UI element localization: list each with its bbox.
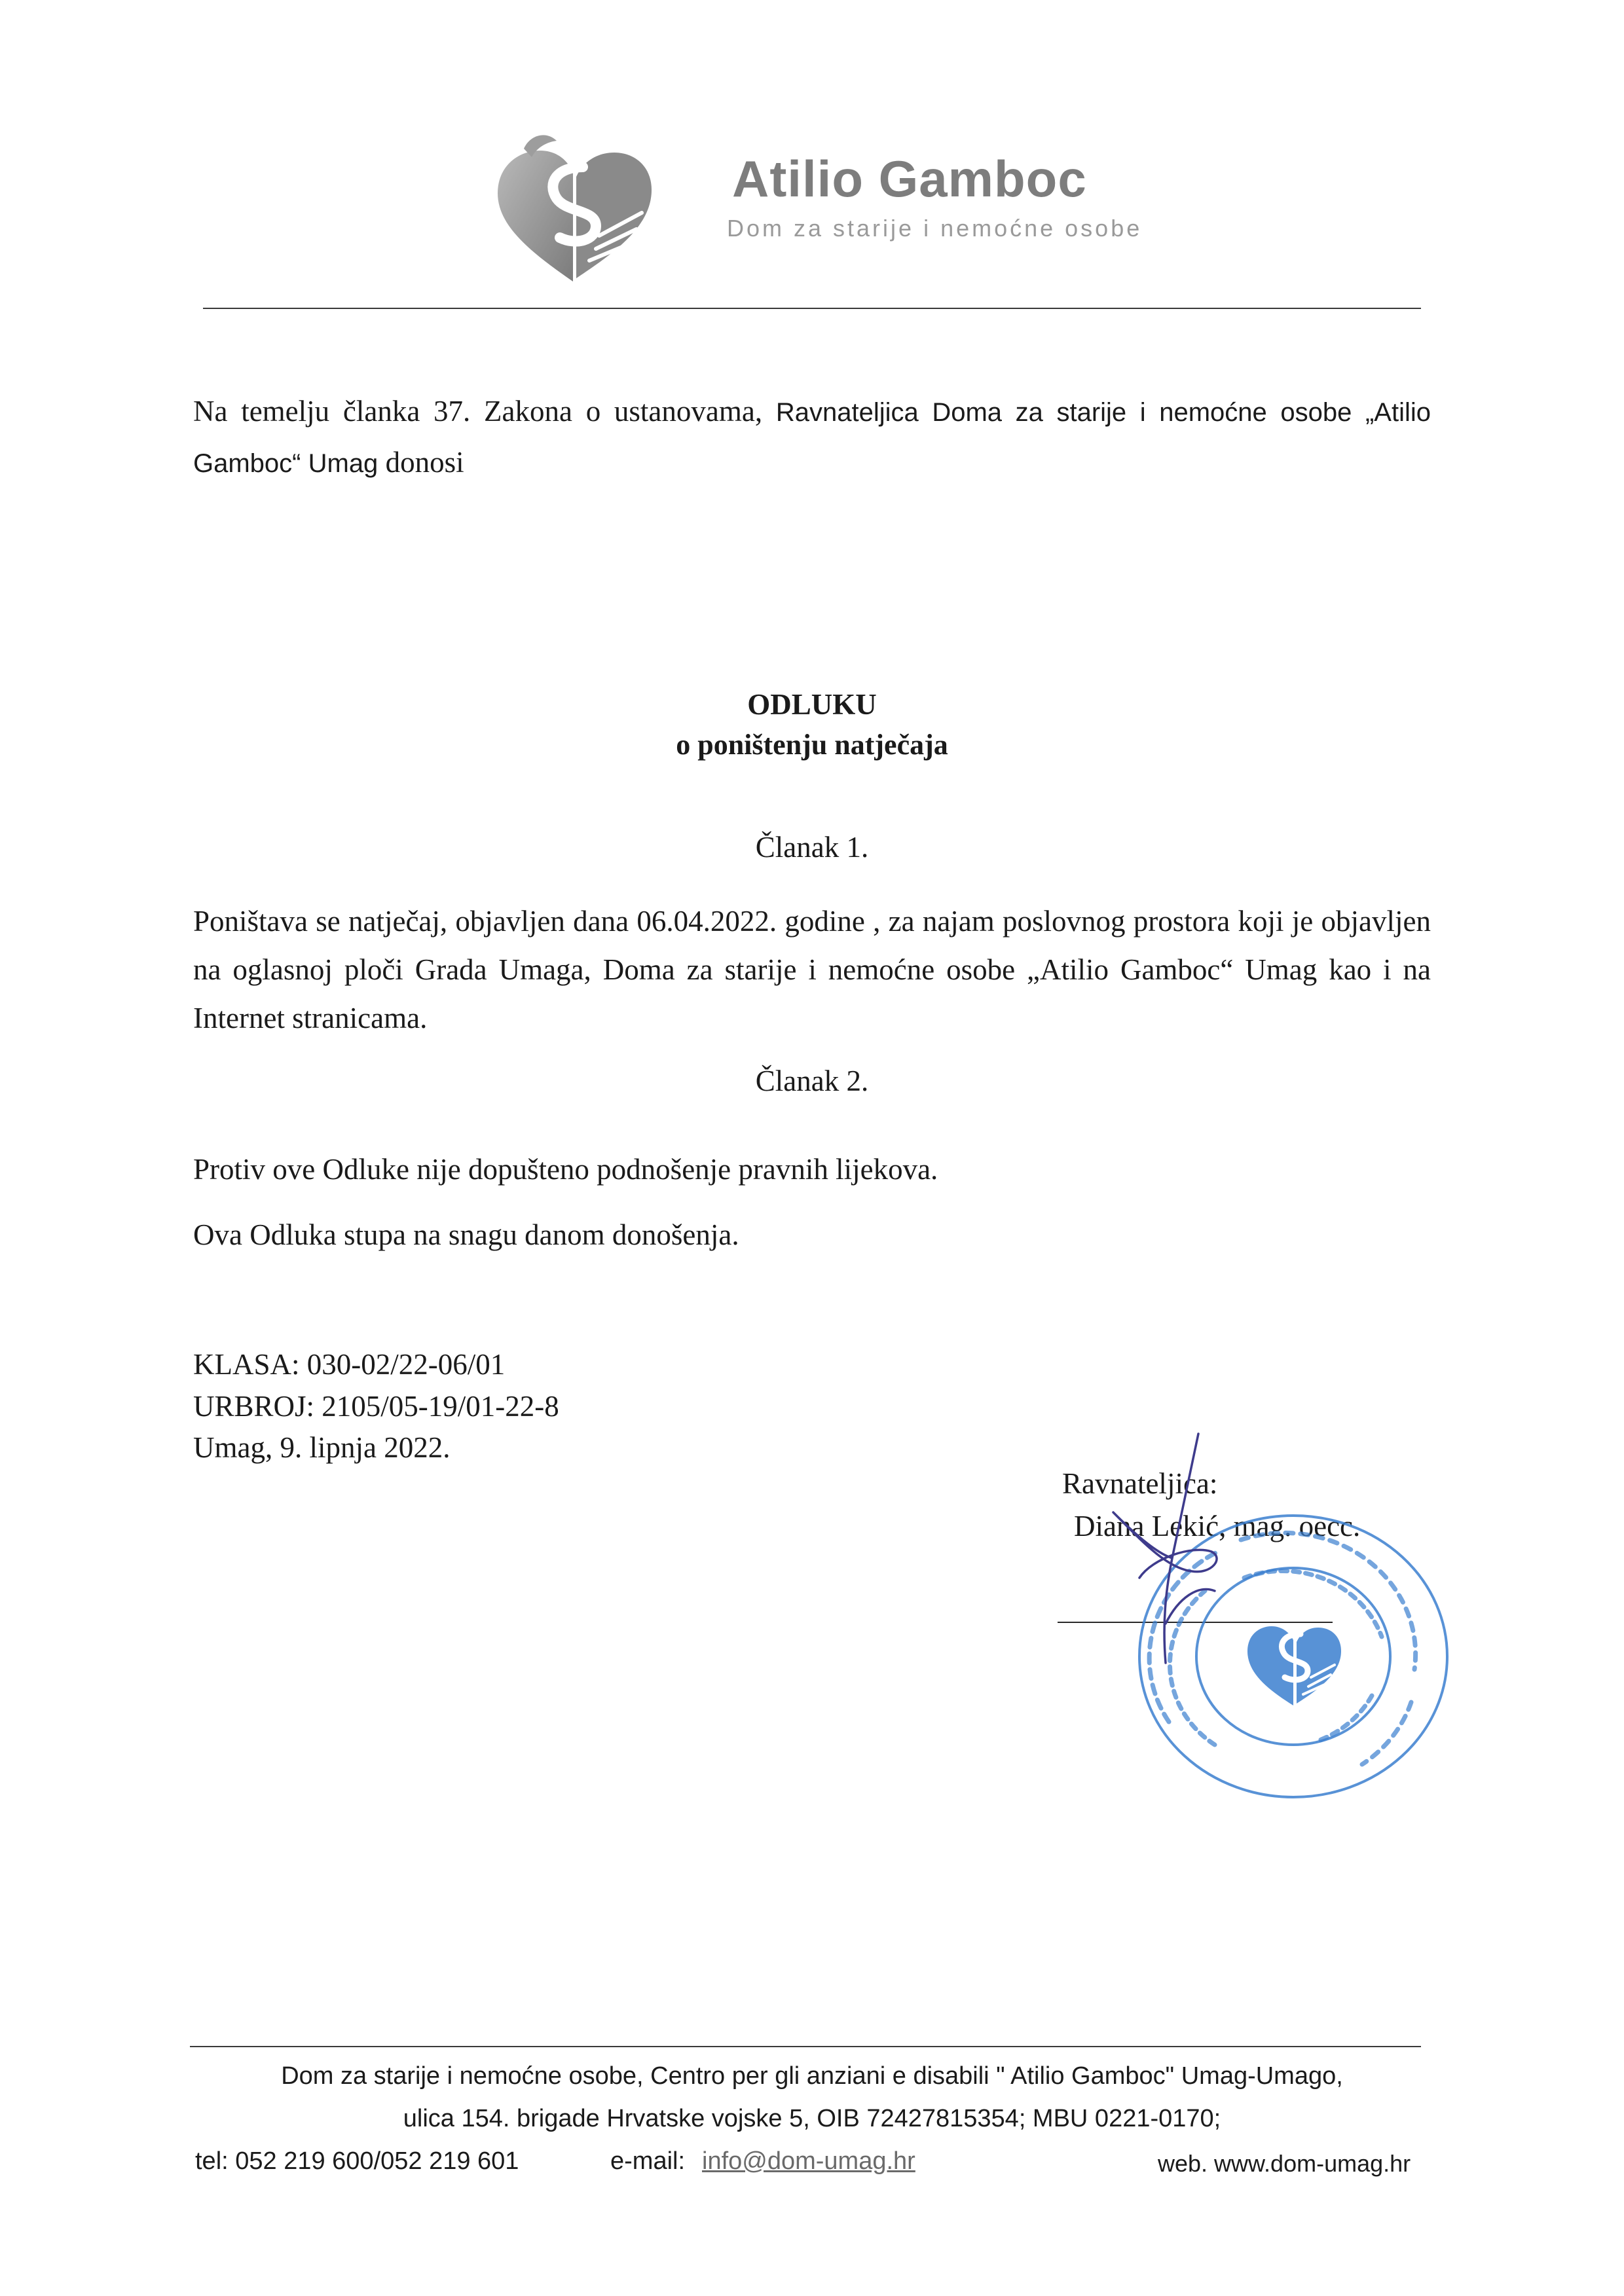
intro-part3: donosi [378,446,464,479]
org-name: Atilio Gamboc [732,150,1087,208]
signatory-title: Ravnateljica: [1062,1467,1218,1500]
footer-website: web. www.dom-umag.hr [1158,2150,1411,2177]
article1-text: Poništava se natječaj, objavljen dana 06.04.2022. godine , za najam poslovnog prostora koji je objavljen na oglasnoj ploči Grada Umaga, Doma za starije i nemoćne osobe „Atilio Gamboc“ Umag kao i na Internet stranicama. [193,905,1431,1034]
org-subtitle: Dom za starije i nemoćne osobe [727,215,1143,242]
article2-text: Protiv ove Odluke nije dopušteno podnošenje pravnih lijekova. [193,1153,938,1186]
article2-heading: Članak 2. [755,1065,869,1097]
footer-address-line2: ulica 154. brigade Hrvatske vojske 5, OIB 72427815354; MBU 0221-0170; [403,2105,1221,2132]
intro-part2: Ravnateljica Doma za starije i nemoćne osobe „Atilio Gamboc“ Umag [193,398,1431,478]
header-divider [203,308,1421,309]
footer-divider [190,2046,1421,2047]
footer-email-link[interactable]: info@dom-umag.hr [702,2147,915,2175]
article1-heading: Članak 1. [755,831,869,864]
footer-address-line1: Dom za starije i nemoćne osobe, Centro per gli anziani e disabili " Atilio Gamboc" Umag-Umago, [281,2062,1343,2090]
article2-text-2: Ova Odluka stupa na snagu danom donošenja. [193,1218,739,1251]
heart-hands-logo-icon [485,121,661,295]
signatory-name: Diana Lekić, mag. oecc. [1074,1510,1361,1542]
intro-paragraph [193,386,1431,488]
handwritten-signature [1100,1427,1270,1689]
intro-part1: Na temelju članka 37. Zakona o ustanovama, [193,395,776,428]
document-title: ODLUKU [747,688,877,721]
footer-phone: tel: 052 219 600/052 219 601 [195,2147,519,2175]
document-subtitle: o poništenju natječaja [676,729,948,761]
klasa: KLASA: 030-02/22-06/01 [193,1348,506,1381]
footer-email-label: e-mail: [610,2147,686,2175]
place-date: Umag, 9. lipnja 2022. [193,1431,451,1464]
urbroj: URBROJ: 2105/05-19/01-22-8 [193,1390,559,1423]
